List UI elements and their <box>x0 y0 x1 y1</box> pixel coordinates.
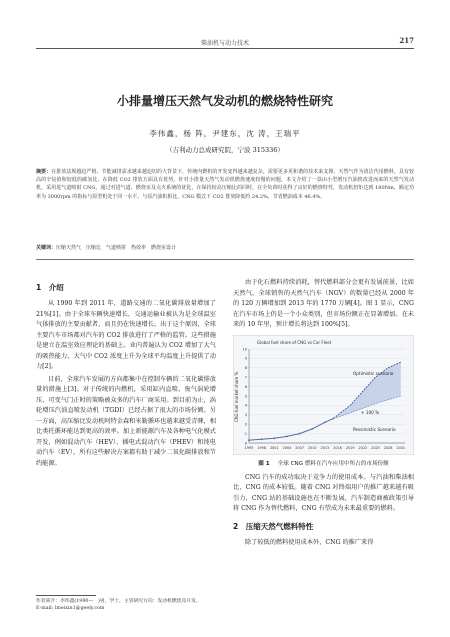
authors: 李伟鑫，杨 阵，尹建东，沈 涛，王瑞平 <box>149 129 301 138</box>
page-number: 217 <box>399 36 414 45</box>
abstract-text: 在排放法规越趋严格、节能减排需求越来越迫切的大背景下，传统内燃机的开发变得越来越复杂，需要更多更和谐的技术来支撑。天然气作为清洁代用燃料，具有较高的辛烷值和较低的碳氢比，在降低 CO2 排放方面具有优势。针对小排量天然气发动机燃烧速度较慢的问题，本文介绍了一款由小型增压汽油机改进而来的天然气发动机。采用进气道喷射 CNG，通过对进气道、燃烧室及点火系统的优化，在保持较高压缩比的同时，在全负荷时获得了良好的燃烧特性，发动机扭矩达到 180Nm，额定功率为 3000rpm 的指标与原型机处于同一水平。与原汽油机相比，CNG 模式下 CO2 排放降低约 24.2%，节省燃油成本 46.4%。 <box>36 169 414 200</box>
x-tick-label: 1998 <box>257 445 266 450</box>
x-tick-label: 2001 <box>269 445 279 450</box>
y-tick-label: 5 <box>244 393 247 398</box>
x-tick-label: 2031 <box>396 445 406 450</box>
author-info: 作者简介：李伟鑫(1990— )男，学士，主管研究方向：发动机燃烧及开发。 <box>36 599 201 604</box>
x-tick-label: 2016 <box>333 445 342 450</box>
y-tick-label: 7 <box>244 375 247 379</box>
x-tick-label: 2019 <box>345 445 355 450</box>
x-tick-label: 2010 <box>307 445 317 450</box>
y-tick-label: 10 <box>242 346 247 351</box>
y-tick-label: 9 <box>244 356 247 361</box>
data-point <box>261 438 263 440</box>
x-tick-label: 2025 <box>371 445 380 450</box>
header-rule <box>36 48 414 49</box>
annotation-optimistic: Optimistic scenario <box>353 370 394 376</box>
figure-caption-text: 全球 CNG 燃料在汽车应用中所占的市场份额 <box>277 460 389 467</box>
y-tick-label: 1 <box>244 431 247 436</box>
keywords <box>36 244 414 251</box>
author-email: E-mail: lmeixin1@geely.com <box>36 606 105 611</box>
x-tick-label: 2007 <box>295 445 304 450</box>
chart-legend: Global fuel share of CNG vs Car Fleet <box>257 339 332 345</box>
keywords-label: 关键词： <box>36 245 57 251</box>
x-tick-label: 1995 <box>244 445 254 450</box>
x-tick-label: 2013 <box>320 445 330 450</box>
affiliation: （吉利动力总成研究院，宁波 315336） <box>166 146 284 154</box>
x-tick-label: 2028 <box>383 445 393 450</box>
data-point <box>286 435 288 437</box>
x-tick-label: 2004 <box>282 445 292 450</box>
data-point <box>248 439 250 441</box>
section-heading-intro: 1 介绍 <box>36 283 64 292</box>
section-heading-2: 2 压缩天然气燃料特性 <box>233 521 314 531</box>
data-point <box>299 432 301 434</box>
abstract-label: 摘要： <box>36 169 52 175</box>
paragraph: 目前，全球汽车发展的方向都集中在控制车辆的二氧化碳排放量的措施上[3]。对于传统的内燃机，采用缸内直喷、废气涡轮增压、可变气门正时的策略被众多的汽车厂商采用。到目前为止，涡轮增压汽油直喷发动机（TGDI）已经占据了很大的市场份额。另一方面，高压缩比发动机阿特金森和米勒循环也越来越受青睐，相比类托循环能达到更高的效率。加上新能源汽车及各种电气化模式开发，例如混动汽车（HEV）、插电式混动汽车（PHEV）和纯电动汽车（EV），所有这些解决方案都有助于减少二氧化碳排放和节约能源。 <box>36 375 216 467</box>
figure-caption-label: 图 1 <box>258 460 270 467</box>
y-tick-label: 2 <box>244 422 247 426</box>
keywords-rule <box>36 259 414 260</box>
footnote-rule <box>36 595 96 596</box>
y-axis-label: CNG fuel market share % <box>234 371 239 422</box>
annotation-pessimistic: Pessimistic Scenario <box>353 426 396 432</box>
paragraph: 由于化石燃料持续消耗，替代燃料部分会更有发展前景，比如天然气。全球销售的天然气汽车（NGV）的数量已经从 2000 年的 120 万辆增加到 2013 年的 1770 万辆[4]。图 1 显示，CNG 在汽车市场上仍是一个小众类别，但市场份额正在显著增加。在未来的 10 年里，预计增长将达到 100%[5]。 <box>233 279 414 328</box>
paragraph: CNG 汽车的成功取决于竞争力的使用成本。与汽油和柴油相比，CNG 的成本较低。随着 CNG 对终端用户的推广越来越有吸引力，CNG 站的基础设施也在不断发展，汽车制造商被政策引导将 CNG 作为替代燃料，CNG 有望成为未来最重要的燃料。 <box>233 473 414 512</box>
y-tick-label: 8 <box>244 365 247 370</box>
footnote <box>36 598 216 612</box>
y-tick-label: 0 <box>244 440 247 445</box>
figure-1 <box>233 335 414 455</box>
data-point <box>311 428 313 430</box>
left-column <box>36 282 216 471</box>
keywords-text: 压缩天然气 压缩比 气道喷射 热效率 燃烧室设计 <box>56 245 177 251</box>
annotation-growth: + 100 % <box>361 409 380 415</box>
y-tick-label: 3 <box>244 412 247 417</box>
abstract <box>36 168 414 201</box>
paper-title: 小排量增压天然气发动机的燃烧特性研究 <box>116 94 333 108</box>
running-header-journal: 柴油机与动力技术 <box>200 40 249 47</box>
data-point <box>273 437 275 439</box>
right-column <box>233 279 414 550</box>
y-tick-label: 6 <box>244 384 247 389</box>
data-point <box>324 421 326 423</box>
cng-share-chart <box>233 335 414 455</box>
paragraph: 从 1990 年到 2011 年，道路交通的二氧化碳排放量增加了 21%[1]。由于全球车辆快速增长，交通运输业被认为是全球温室气体排放的主要贡献者，而且仍在快速增长。出于这个原因，全球主要汽车市场都对汽车的 CO2 排放进行了严格的监管。这些措施是建立在温室效应理论的基础上。业内普遍认为 CO2 增加了大气的吸热能力，大气中 CO2 浓度上升为全球平均温度上升提供了动力[2]。 <box>36 300 216 370</box>
x-tick-label: 2022 <box>358 445 368 450</box>
paragraph: 除了较低的燃料使用成本外，CNG 的推广来得 <box>245 538 374 546</box>
y-tick-label: 4 <box>244 403 247 408</box>
figure-caption <box>233 459 414 467</box>
